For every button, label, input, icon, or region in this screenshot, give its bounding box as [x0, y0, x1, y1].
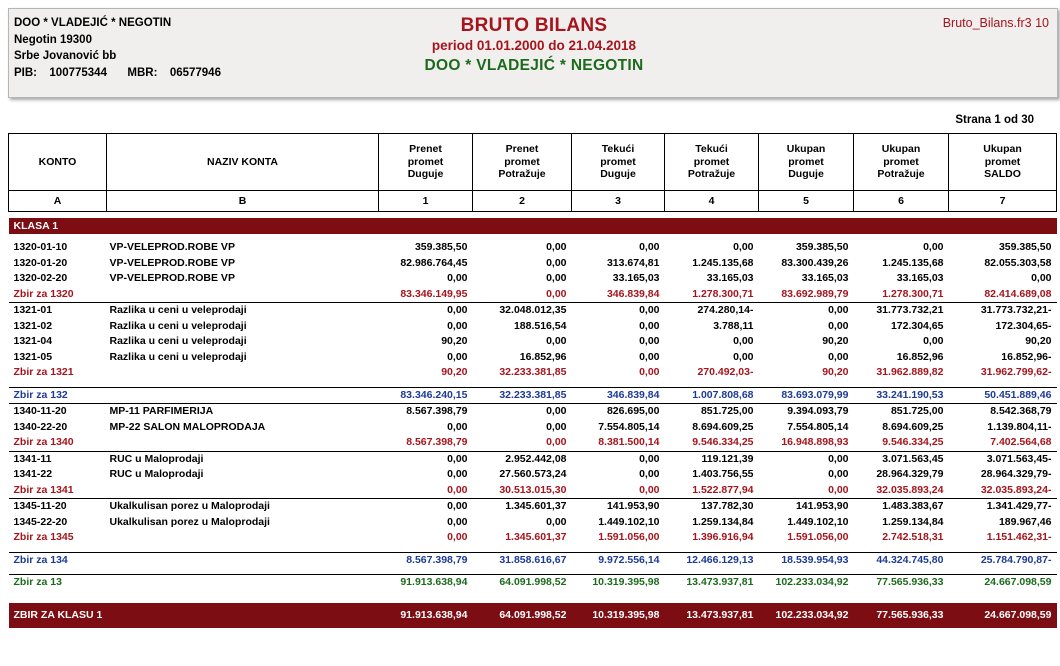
- amount-cell: 3.788,11: [713, 319, 754, 332]
- amount-cell: 31.773.732,21-: [949, 303, 1057, 319]
- col-letter: 4: [665, 191, 759, 212]
- amount-cell: 32.233.381,85: [499, 366, 567, 378]
- amount-cell: 141.953,90: [759, 499, 854, 515]
- amount-cell: 0,00: [923, 241, 944, 253]
- amount-cell: 8.694.609,25: [692, 420, 754, 433]
- table-row: [9, 404, 1057, 420]
- amount-cell: 31.962.889,82: [876, 366, 944, 378]
- company-info: [14, 15, 221, 81]
- amount-cell: 1.245.135,68: [692, 256, 754, 269]
- sum-label: Zbir za 13: [9, 575, 379, 591]
- report-title: BRUTO BILANS: [460, 15, 608, 36]
- table-row: [9, 467, 1057, 483]
- amount-cell: 102.233.034,92: [759, 603, 854, 628]
- pib-value: 100775344: [49, 66, 107, 79]
- amount-cell: 1.591.056,00: [598, 531, 660, 543]
- amount-cell: 7.554.805,14: [598, 420, 660, 433]
- sum-label: Zbir za 1321: [13, 366, 74, 378]
- amount-cell: 0,00: [447, 420, 468, 433]
- konto-cell: 1341-22: [13, 468, 53, 480]
- amount-cell: 90,20: [822, 366, 849, 378]
- table-row: [9, 499, 1057, 515]
- title-block: [339, 15, 729, 78]
- amount-cell: 24.667.098,59: [949, 603, 1057, 628]
- amount-cell: 24.667.098,59: [949, 575, 1057, 591]
- subtotal-row: [9, 483, 1057, 499]
- table-row: [9, 256, 1057, 272]
- klasa-header: [9, 218, 1057, 234]
- amount-cell: 90,20: [441, 335, 468, 347]
- amount-cell: 0,00: [1031, 272, 1052, 284]
- subtotal-row: [9, 365, 1057, 381]
- subtotal-row-134: [9, 552, 1057, 568]
- amount-cell: 0,00: [379, 499, 473, 515]
- amount-cell: 7.402.564,68: [990, 436, 1052, 448]
- amount-cell: 137.782,30: [665, 499, 759, 515]
- amount-cell: 9.546.334,25: [882, 436, 944, 448]
- amount-cell: 0,00: [639, 468, 660, 480]
- amount-cell: 0,00: [546, 436, 567, 448]
- amount-cell: 1.345.601,37: [473, 499, 572, 515]
- konto-cell: 1341-11: [9, 451, 107, 467]
- konto-cell: 1320-01-20: [13, 256, 68, 269]
- amount-cell: 0,00: [572, 303, 665, 319]
- table-row: [9, 303, 1057, 319]
- amount-cell: 141.953,90: [572, 499, 665, 515]
- table-row: [9, 420, 1057, 436]
- amount-cell: 1.403.756,55: [692, 468, 754, 480]
- bruto-bilans-table: [8, 133, 1057, 628]
- konto-cell: 1320-02-20: [13, 272, 68, 284]
- amount-cell: 18.539.954,93: [759, 552, 854, 568]
- amount-cell: 172.304,65: [890, 319, 944, 332]
- amount-cell: 0,00: [733, 335, 754, 347]
- naziv-cell: Razlika u ceni u veleprodaji: [109, 319, 247, 332]
- amount-cell: 1.278.300,71: [692, 287, 754, 300]
- naziv-cell: MP-11 PARFIMERIJA: [107, 404, 379, 420]
- amount-cell: 13.473.937,81: [665, 603, 759, 628]
- sum-label: Zbir za 1341: [13, 483, 74, 496]
- amount-cell: 28.964.329,79-: [980, 468, 1052, 480]
- col-prenet-duguje: Prenet promet Duguje: [379, 134, 473, 191]
- naziv-cell: RUC u Maloprodaji: [109, 468, 204, 480]
- table-row: [9, 334, 1057, 350]
- naziv-cell: VP-VELEPROD.ROBE VP: [109, 241, 235, 253]
- amount-cell: 0,00: [639, 241, 660, 253]
- col-letter: 5: [759, 191, 854, 212]
- klasa-label: KLASA 1: [9, 218, 1057, 234]
- amount-cell: 90,20: [822, 335, 849, 347]
- amount-cell: 1.007.808,68: [665, 387, 759, 404]
- naziv-cell: RUC u Maloprodaji: [107, 451, 379, 467]
- konto-cell: 1345-11-20: [9, 499, 107, 515]
- amount-cell: 77.565.936,33: [854, 603, 949, 628]
- col-tekuci-duguje: Tekući promet Duguje: [572, 134, 665, 191]
- amount-cell: 1.396.916,94: [692, 531, 754, 543]
- col-naziv: NAZIV KONTA: [107, 134, 379, 191]
- company-ids: [14, 65, 221, 82]
- amount-cell: 188.516,54: [513, 319, 567, 332]
- konto-cell: 1321-02: [13, 319, 53, 332]
- amount-cell: 33.165,03: [706, 272, 754, 284]
- amount-cell: 83.346.149,95: [400, 287, 468, 300]
- amount-cell: 0,00: [546, 256, 567, 269]
- sum-label: Zbir za 1320: [13, 287, 74, 300]
- amount-cell: 77.565.936,33: [854, 575, 949, 591]
- table-row: [9, 240, 1057, 256]
- amount-cell: 1.345.601,37: [505, 531, 567, 543]
- report-period: period 01.01.2000 do 21.04.2018: [431, 38, 637, 53]
- naziv-cell: Ukalkulisan porez u Maloprodaji: [109, 515, 270, 528]
- company-name: DOO * VLADEJIĆ * NEGOTIN: [14, 17, 172, 29]
- konto-cell: 1321-04: [13, 335, 53, 347]
- amount-cell: 119.121,39: [665, 451, 759, 467]
- amount-cell: 33.165,03: [612, 272, 660, 284]
- amount-cell: 12.466.129,13: [665, 552, 759, 568]
- sum-label: ZBIR ZA KLASU 1: [9, 603, 379, 628]
- col-letter: 7: [949, 191, 1057, 212]
- amount-cell: 2.742.518,31: [882, 531, 944, 543]
- table-row: [9, 319, 1057, 335]
- amount-cell: 16.852,96: [519, 350, 567, 363]
- amount-cell: 0,00: [828, 319, 849, 332]
- col-ukupan-potrazuje: Ukupan promet Potražuje: [854, 134, 949, 191]
- amount-cell: 1.449.102,10: [598, 515, 660, 528]
- amount-cell: 33.165,03: [801, 272, 849, 284]
- amount-cell: 0,00: [828, 483, 849, 496]
- amount-cell: 25.784.790,87-: [949, 552, 1057, 568]
- amount-cell: 8.567.398,79: [406, 436, 468, 448]
- amount-cell: 2.952.442,08: [473, 451, 572, 467]
- amount-cell: 0,00: [546, 515, 567, 528]
- amount-cell: 3.071.563,45: [854, 451, 949, 467]
- amount-cell: 16.948.898,93: [781, 436, 849, 448]
- subtotal-row: [9, 435, 1057, 451]
- amount-cell: 0,00: [828, 350, 849, 363]
- amount-cell: 16.852,96-: [1001, 350, 1052, 363]
- amount-cell: 9.394.093,79: [759, 404, 854, 420]
- col-letter: 6: [854, 191, 949, 212]
- header-row: [9, 134, 1057, 191]
- col-letter: 1: [379, 191, 473, 212]
- naziv-cell: VP-VELEPROD.ROBE VP: [109, 272, 235, 284]
- amount-cell: 1.483.383,67: [854, 499, 949, 515]
- amount-cell: 83.692.989,79: [781, 287, 849, 300]
- amount-cell: 359.385,50: [414, 241, 468, 253]
- amount-cell: 0,00: [447, 483, 468, 496]
- sum-label: Zbir za 1345: [13, 531, 74, 543]
- amount-cell: 274.280,14-: [665, 303, 759, 319]
- amount-cell: 0,00: [447, 515, 468, 528]
- amount-cell: 0,00: [546, 272, 567, 284]
- amount-cell: 1.341.429,77-: [949, 499, 1057, 515]
- amount-cell: 826.695,00: [572, 404, 665, 420]
- amount-cell: 32.233.381,85: [473, 387, 572, 404]
- naziv-cell: Ukalkulisan porez u Maloprodaji: [107, 499, 379, 515]
- col-tekuci-potrazuje: Tekući promet Potražuje: [665, 134, 759, 191]
- amount-cell: 33.241.190,53: [854, 387, 949, 404]
- naziv-cell: Razlika u ceni u veleprodaji: [109, 350, 247, 363]
- amount-cell: 82.055.303,58: [984, 256, 1052, 269]
- amount-cell: 270.492,03-: [697, 366, 754, 378]
- konto-cell: 1320-01-10: [13, 241, 68, 253]
- amount-cell: 0,00: [447, 468, 468, 480]
- subtotal-row: [9, 530, 1057, 546]
- amount-cell: 33.165,03: [896, 272, 944, 284]
- amount-cell: 172.304,65-: [995, 319, 1052, 332]
- table-row: [9, 451, 1057, 467]
- amount-cell: 1.139.804,11-: [987, 420, 1052, 433]
- amount-cell: 0,00: [639, 350, 660, 363]
- amount-cell: 0,00: [546, 287, 567, 300]
- amount-cell: 0,00: [546, 241, 567, 253]
- report-file-name: Bruto_Bilans.fr3 10: [942, 16, 1049, 30]
- col-prenet-potrazuje: Prenet promet Potražuje: [473, 134, 572, 191]
- amount-cell: 13.473.937,81: [665, 575, 759, 591]
- sum-label: Zbir za 1340: [13, 436, 74, 448]
- konto-cell: 1321-01: [9, 303, 107, 319]
- col-ukupan-duguje: Ukupan promet Duguje: [759, 134, 854, 191]
- amount-cell: 189.967,46: [998, 515, 1052, 528]
- amount-cell: 313.674,81: [606, 256, 660, 269]
- amount-cell: 359.385,50: [998, 241, 1052, 253]
- amount-cell: 9.972.556,14: [572, 552, 665, 568]
- amount-cell: 1.591.056,00: [787, 531, 849, 543]
- col-letter: B: [107, 191, 379, 212]
- col-ukupan-saldo: Ukupan promet SALDO: [949, 134, 1057, 191]
- amount-cell: 0,00: [759, 303, 854, 319]
- pib-label: PIB:: [14, 66, 37, 79]
- company-address: Srbe Jovanović bb: [14, 50, 117, 62]
- amount-cell: 8.542.368,79: [949, 404, 1057, 420]
- amount-cell: 0,00: [447, 350, 468, 363]
- col-letter: 2: [473, 191, 572, 212]
- amount-cell: 0,00: [828, 468, 849, 480]
- subtotal-row-132: [9, 387, 1057, 404]
- amount-cell: 31.858.616,67: [473, 552, 572, 568]
- amount-cell: 0,00: [733, 241, 754, 253]
- page-number: Strana 1 od 30: [955, 114, 1034, 126]
- amount-cell: 8.381.500,14: [598, 436, 660, 448]
- amount-cell: 32.035.893,24: [876, 483, 944, 496]
- amount-cell: 90,20: [1025, 335, 1052, 347]
- amount-cell: 10.319.395,98: [572, 603, 665, 628]
- amount-cell: 83.300.439,26: [781, 256, 849, 269]
- amount-cell: 0,00: [639, 483, 660, 496]
- amount-cell: 1.151.462,31-: [986, 531, 1052, 543]
- mbr-label: MBR:: [127, 66, 158, 79]
- naziv-cell: MP-22 SALON MALOPRODAJA: [109, 420, 266, 433]
- amount-cell: 346.839,84: [572, 387, 665, 404]
- sum-label: Zbir za 134: [9, 552, 379, 568]
- amount-cell: 32.048.012,35: [473, 303, 572, 319]
- table-row: [9, 350, 1057, 366]
- amount-cell: 1.278.300,71: [882, 287, 944, 300]
- naziv-cell: Razlika u ceni u veleprodaji: [107, 303, 379, 319]
- table-row: [9, 271, 1057, 287]
- amount-cell: 64.091.998,52: [473, 603, 572, 628]
- amount-cell: 851.725,00: [665, 404, 759, 420]
- amount-cell: 0,00: [733, 350, 754, 363]
- amount-cell: 0,00: [447, 531, 468, 543]
- col-letter: A: [9, 191, 107, 212]
- amount-cell: 0,00: [639, 319, 660, 332]
- amount-cell: 1.259.134,84: [692, 515, 754, 528]
- amount-cell: 32.035.893,24-: [980, 483, 1052, 496]
- amount-cell: 82.414.689,08: [984, 287, 1052, 300]
- amount-cell: 0,00: [923, 335, 944, 347]
- amount-cell: 102.233.034,92: [759, 575, 854, 591]
- amount-cell: 50.451.889,46: [949, 387, 1057, 404]
- amount-cell: 359.385,50: [795, 241, 849, 253]
- subtotal-row: [9, 287, 1057, 303]
- konto-cell: 1345-22-20: [13, 515, 68, 528]
- company-city: Negotin 19300: [14, 33, 92, 46]
- amount-cell: 0,00: [473, 404, 572, 420]
- amount-cell: 0,00: [546, 420, 567, 433]
- amount-cell: 83.346.240,15: [379, 387, 473, 404]
- amount-cell: 851.725,00: [854, 404, 949, 420]
- amount-cell: 30.513.015,30: [499, 483, 567, 496]
- amount-cell: 0,00: [379, 303, 473, 319]
- amount-cell: 10.319.395,98: [572, 575, 665, 591]
- amount-cell: 1.259.134,84: [882, 515, 944, 528]
- col-letter: 3: [572, 191, 665, 212]
- amount-cell: 91.913.638,94: [379, 575, 473, 591]
- amount-cell: 8.567.398,79: [379, 552, 473, 568]
- amount-cell: 91.913.638,94: [379, 603, 473, 628]
- amount-cell: 0,00: [759, 451, 854, 467]
- amount-cell: 9.546.334,25: [692, 436, 754, 448]
- sum-label: Zbir za 132: [9, 387, 379, 404]
- amount-cell: 0,00: [379, 451, 473, 467]
- amount-cell: 0,00: [639, 335, 660, 347]
- amount-cell: 82.986.764,45: [400, 256, 468, 269]
- amount-cell: 1.449.102,10: [787, 515, 849, 528]
- grand-total-row: [9, 603, 1057, 628]
- amount-cell: 0,00: [572, 451, 665, 467]
- report-company: DOO * VLADEJIĆ * NEGOTIN: [424, 57, 644, 74]
- konto-cell: 1340-22-20: [13, 420, 68, 433]
- amount-cell: 83.693.079,99: [759, 387, 854, 404]
- amount-cell: 7.554.805,14: [787, 420, 849, 433]
- amount-cell: 0,00: [447, 319, 468, 332]
- amount-cell: 44.324.745,80: [854, 552, 949, 568]
- amount-cell: 346.839,84: [606, 287, 660, 300]
- amount-cell: 16.852,96: [896, 350, 944, 363]
- amount-cell: 8.694.609,25: [882, 420, 944, 433]
- amount-cell: 28.964.329,79: [876, 468, 944, 480]
- konto-cell: 1340-11-20: [9, 404, 107, 420]
- amount-cell: 0,00: [546, 335, 567, 347]
- report-header: [8, 8, 1058, 98]
- amount-cell: 3.071.563,45-: [949, 451, 1057, 467]
- amount-cell: 64.091.998,52: [473, 575, 572, 591]
- amount-cell: 31.962.799,62-: [980, 366, 1052, 378]
- amount-cell: 1.522.877,94: [692, 483, 754, 496]
- amount-cell: 31.773.732,21: [854, 303, 949, 319]
- mbr-value: 06577946: [169, 66, 221, 79]
- naziv-cell: Razlika u ceni u veleprodaji: [109, 335, 247, 347]
- amount-cell: 27.560.573,24: [499, 468, 567, 480]
- amount-cell: 0,00: [639, 366, 660, 378]
- amount-cell: 1.245.135,68: [882, 256, 944, 269]
- naziv-cell: VP-VELEPROD.ROBE VP: [109, 256, 235, 269]
- amount-cell: 90,20: [441, 366, 468, 378]
- table-row: [9, 515, 1057, 531]
- subtotal-row-13: [9, 575, 1057, 591]
- col-konto: KONTO: [9, 134, 107, 191]
- amount-cell: 8.567.398,79: [379, 404, 473, 420]
- amount-cell: 0,00: [447, 272, 468, 284]
- konto-cell: 1321-05: [13, 350, 53, 363]
- column-letters-row: [9, 191, 1057, 212]
